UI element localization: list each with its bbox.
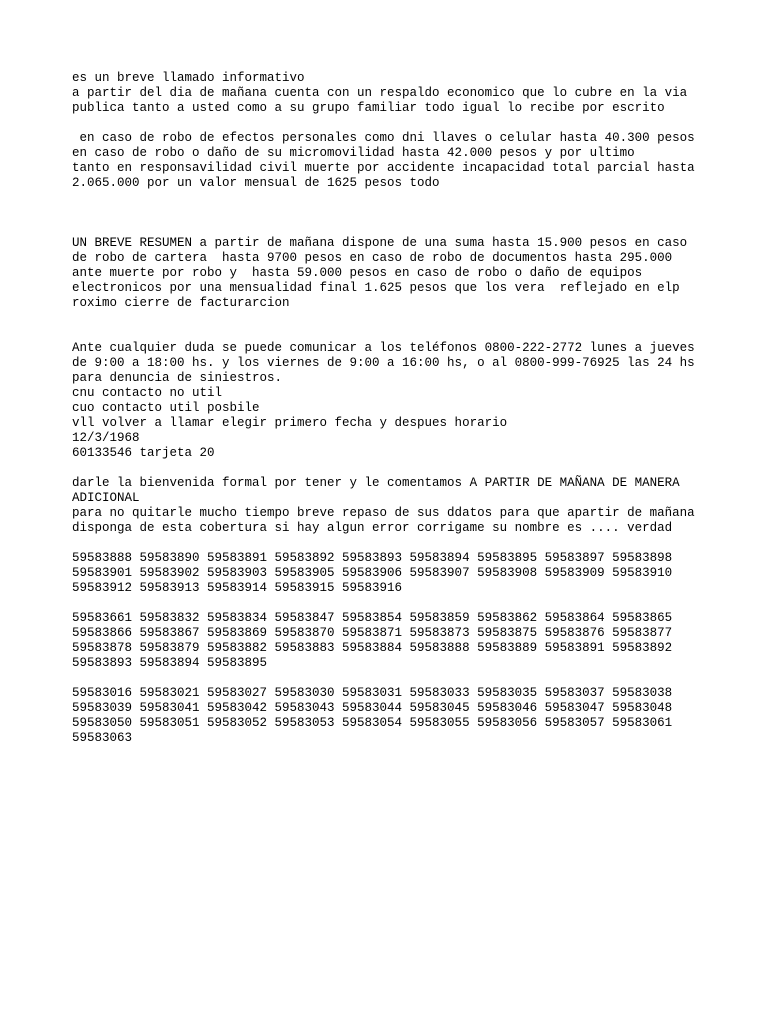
- number-line: 59583888 59583890 59583891 59583892 59583893 59583894 59583895 59583897 59583898: [72, 551, 673, 565]
- numbers-block-3: [72, 686, 732, 746]
- paragraph-gap: [72, 671, 732, 686]
- number-line: 59583661 59583832 59583834 59583847 59583854 59583859 59583862 59583864 59583865: [72, 611, 673, 625]
- text-line: publica tanto a usted como a su grupo familiar todo igual lo recibe por escrito: [72, 101, 665, 115]
- paragraph-gap: [72, 461, 732, 476]
- text-line: en caso de robo o daño de su micromovilidad hasta 42.000 pesos y por ultimo: [72, 146, 635, 160]
- paragraph-gap: [72, 596, 732, 611]
- welcome-paragraph: [72, 476, 732, 536]
- coverage-paragraph: [72, 131, 732, 191]
- text-line: Ante cualquier duda se puede comunicar a los teléfonos 0800-222-2772 lunes a jueves: [72, 341, 695, 355]
- text-line: cuo contacto util posbile: [72, 401, 260, 415]
- text-line: electronicos por una mensualidad final 1.625 pesos que los vera reflejado en elp: [72, 281, 680, 295]
- paragraph-gap: [72, 311, 732, 341]
- number-line: 59583866 59583867 59583869 59583870 59583871 59583873 59583875 59583876 59583877: [72, 626, 673, 640]
- paragraph-gap: [72, 536, 732, 551]
- text-line: roximo cierre de facturarcion: [72, 296, 290, 310]
- numbers-block-2: [72, 611, 732, 671]
- number-line: 59583912 59583913 59583914 59583915 59583916: [72, 581, 403, 595]
- text-line: 60133546 tarjeta 20: [72, 446, 215, 460]
- contact-paragraph: [72, 341, 732, 461]
- text-line: 2.065.000 por un valor mensual de 1625 pesos todo: [72, 176, 440, 190]
- text-line: darle la bienvenida formal por tener y le comentamos A PARTIR DE MAÑANA DE MANERA: [72, 476, 680, 490]
- text-line: de robo de cartera hasta 9700 pesos en caso de robo de documentos hasta 295.000: [72, 251, 673, 265]
- summary-paragraph: [72, 236, 732, 311]
- text-line: cnu contacto no util: [72, 386, 223, 400]
- text-line: ADICIONAL: [72, 491, 140, 505]
- paragraph-gap: [72, 191, 732, 236]
- number-line: 59583016 59583021 59583027 59583030 59583031 59583033 59583035 59583037 59583038: [72, 686, 673, 700]
- number-line: 59583050 59583051 59583052 59583053 59583054 59583055 59583056 59583057 59583061: [72, 716, 673, 730]
- number-line: 59583893 59583894 59583895: [72, 656, 268, 670]
- text-line: disponga de esta cobertura si hay algun error corrigame su nombre es .... verdad: [72, 521, 673, 535]
- number-line: 59583063: [72, 731, 133, 745]
- numbers-block-1: [72, 551, 732, 596]
- text-line: vll volver a llamar elegir primero fecha y despues horario: [72, 416, 508, 430]
- paragraph-gap: [72, 116, 732, 131]
- text-line: de 9:00 a 18:00 hs. y los viernes de 9:00 a 16:00 hs, o al 0800-999-76925 las 24 hs: [72, 356, 695, 370]
- number-line: 59583901 59583902 59583903 59583905 59583906 59583907 59583908 59583909 59583910: [72, 566, 673, 580]
- intro-paragraph: [72, 71, 732, 116]
- text-line: ante muerte por robo y hasta 59.000 pesos en caso de robo o daño de equipos: [72, 266, 643, 280]
- text-line: tanto en responsavilidad civil muerte por accidente incapacidad total parcial hasta: [72, 161, 695, 175]
- number-line: 59583878 59583879 59583882 59583883 59583884 59583888 59583889 59583891 59583892: [72, 641, 673, 655]
- document-page: [72, 71, 732, 746]
- text-line: a partir del dia de mañana cuenta con un respaldo economico que lo cubre en la via: [72, 86, 688, 100]
- text-line: para denuncia de siniestros.: [72, 371, 283, 385]
- text-line: en caso de robo de efectos personales como dni llaves o celular hasta 40.300 pesos: [72, 131, 695, 145]
- number-line: 59583039 59583041 59583042 59583043 59583044 59583045 59583046 59583047 59583048: [72, 701, 673, 715]
- text-line: es un breve llamado informativo: [72, 71, 305, 85]
- text-line: para no quitarle mucho tiempo breve repaso de sus ddatos para que apartir de mañana: [72, 506, 695, 520]
- text-line: 12/3/1968: [72, 431, 140, 445]
- text-line: UN BREVE RESUMEN a partir de mañana dispone de una suma hasta 15.900 pesos en caso: [72, 236, 688, 250]
